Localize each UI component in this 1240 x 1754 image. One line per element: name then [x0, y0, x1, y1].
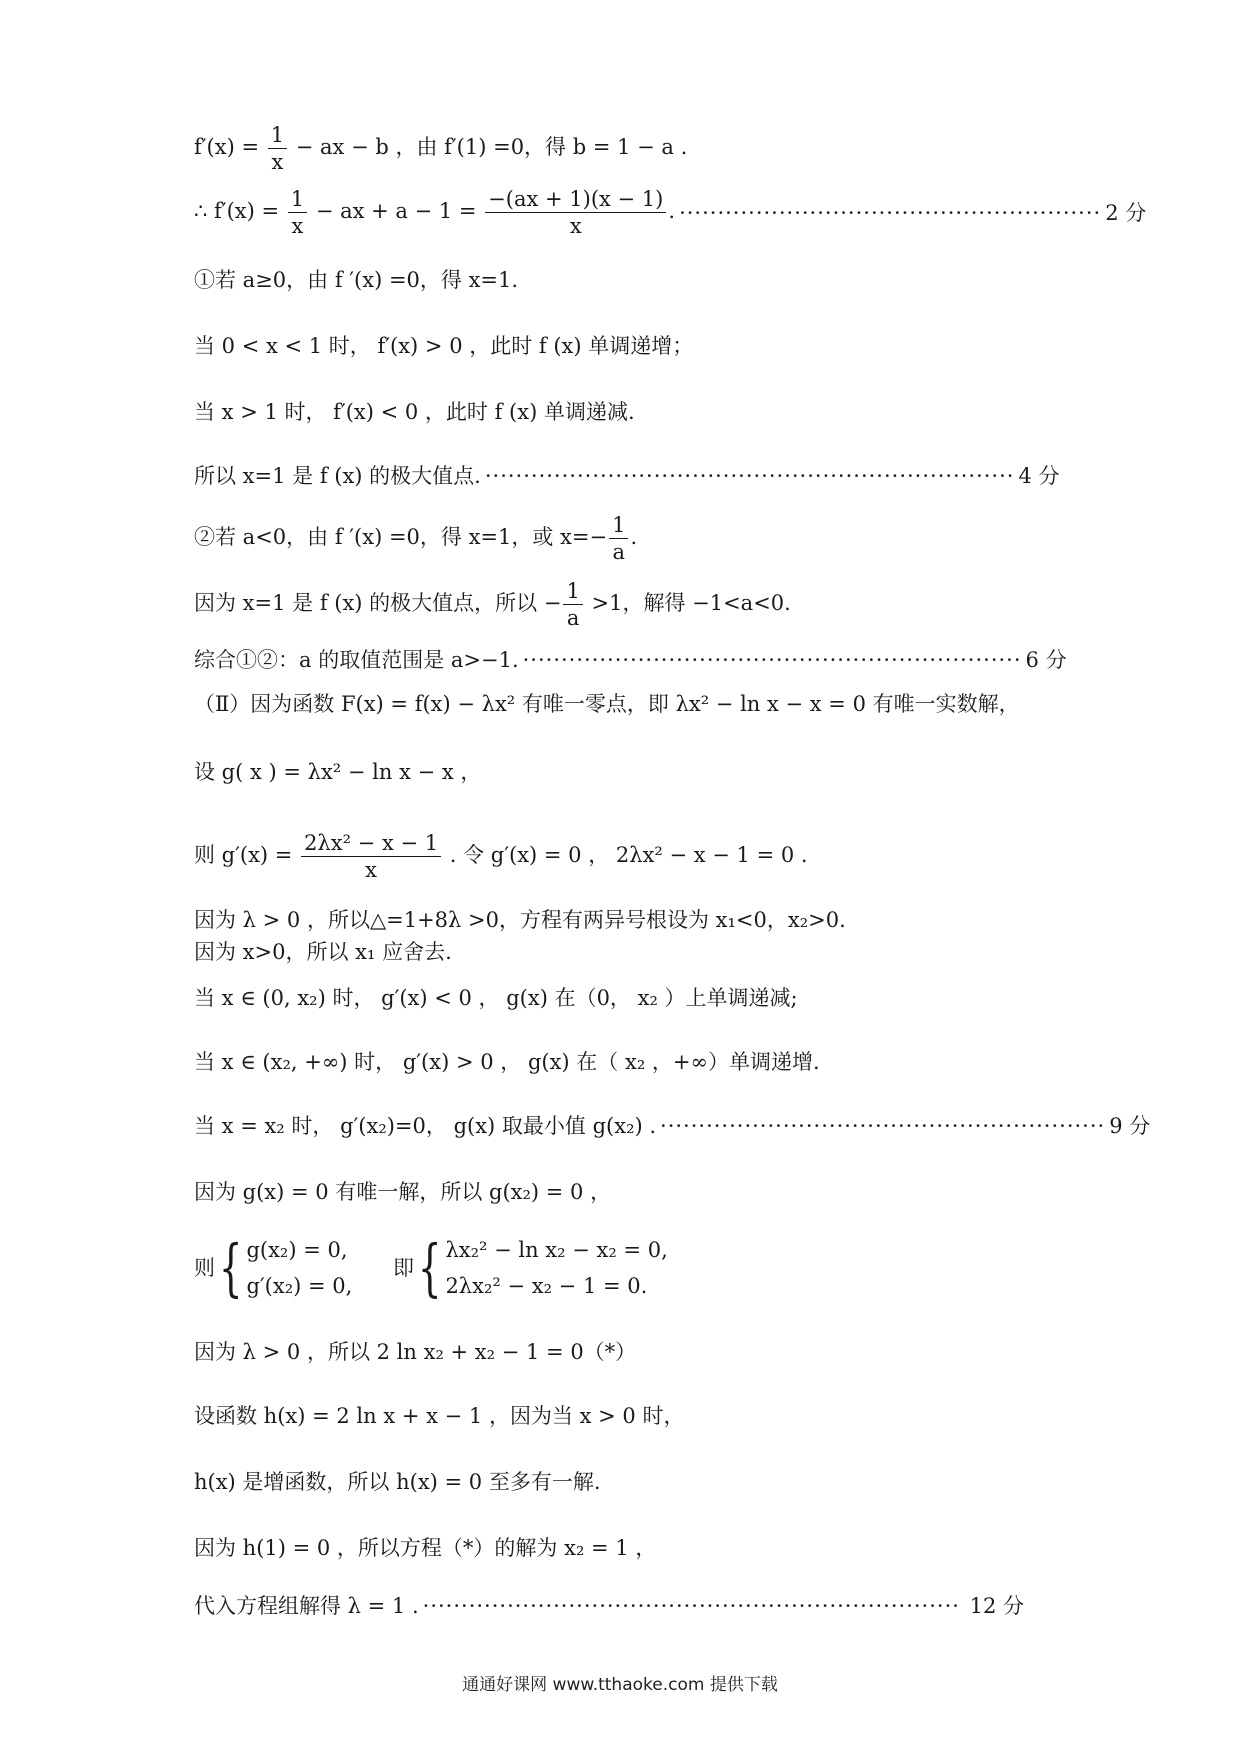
text: .	[630, 525, 638, 549]
fraction	[288, 186, 307, 239]
equation-system-line	[194, 1232, 1024, 1312]
system-row: 2λx₂² − x₂ − 1 = 0.	[445, 1274, 648, 1298]
text: 即	[392, 1256, 414, 1280]
text: 综合①②：a 的取值范围是 a>−1.	[194, 648, 519, 672]
system-2	[393, 1232, 668, 1304]
text-line-24	[194, 1592, 1024, 1620]
formula-line-7	[194, 512, 1024, 565]
system-rows	[445, 1232, 667, 1304]
leader-dots: ·······················································	[679, 200, 1102, 225]
text-line-10: （Ⅱ）因为函数 F(x) = f(x) − λx² 有唯一零点，即 λx² − ln x − x = 0 有唯一实数解，	[194, 692, 1020, 716]
fraction	[268, 122, 287, 175]
text: − ax − b ，由 f′(1) =0，得 b = 1 − a .	[289, 135, 688, 159]
leader-dots: ·································································	[522, 648, 1022, 672]
text-line-3: ①若 a≥0，由 f ′(x) =0，得 x=1.	[194, 268, 519, 292]
numerator: 1	[288, 186, 307, 213]
system-rows	[246, 1232, 352, 1304]
text: ②若 a<0，由 f ′(x) =0，得 x=1，或 x=−	[194, 525, 608, 549]
system-row: λx₂² − ln x₂ − x₂ = 0,	[445, 1238, 668, 1262]
score-label: 4 分	[1018, 464, 1060, 488]
fraction	[485, 186, 666, 239]
denominator: x	[365, 858, 377, 882]
text-line-21: 设函数 h(x) = 2 ln x + x − 1 ，因为当 x > 0 时，	[194, 1404, 685, 1428]
score-label: 2 分	[1105, 200, 1147, 225]
formula-line-12	[194, 830, 1024, 883]
text-line-16: 当 x ∈ (x₂, +∞) 时， g′(x) > 0 ， g(x) 在（ x₂ ，+∞）单调递增.	[194, 1050, 820, 1074]
denominator: x	[569, 214, 582, 238]
text: 代入方程组解得 λ = 1 .	[194, 1594, 419, 1618]
numerator: 1	[563, 578, 582, 605]
numerator: 1	[268, 122, 287, 149]
text-line-23: 因为 h(1) = 0 ，所以方程（*）的解为 x₂ = 1 ，	[194, 1536, 657, 1560]
text: 则	[194, 1256, 215, 1280]
text-group: ∴ f′(x) = $\frac{1}{x}$ − ax + a − 1 = $\frac{-(ax + 1)(x - 1)}{x}$ .	[194, 187, 676, 238]
text: − ax + a − 1 =	[309, 199, 484, 223]
text: ∴ f′(x) =	[194, 199, 286, 223]
text-line-6	[194, 462, 1060, 490]
score-label: 12 分	[969, 1594, 1024, 1618]
text-line-17	[194, 1112, 1151, 1140]
system-1	[194, 1232, 352, 1304]
system-row: g′(x₂) = 0,	[246, 1274, 353, 1298]
text: >1，解得 −1<a<0.	[584, 591, 791, 615]
leader-dots: ······································································	[422, 1594, 960, 1618]
fraction	[301, 830, 441, 883]
numerator: 1	[609, 512, 628, 539]
fraction	[609, 512, 628, 565]
formula-line-1	[194, 122, 1024, 175]
denominator: x	[291, 214, 304, 238]
text: 则 g′(x) =	[194, 843, 300, 867]
denominator: a	[566, 606, 580, 630]
score-label: 6 分	[1025, 648, 1067, 672]
text-line-20: 因为 λ > 0 ，所以 2 ln x₂ + x₂ − 1 = 0（*）	[194, 1340, 637, 1364]
text-line-18: 因为 g(x) = 0 有唯一解，所以 g(x₂) = 0 ，	[194, 1180, 612, 1204]
page-footer: 通通好课网 www.tthaoke.com 提供下载	[462, 1675, 778, 1695]
text: 因为 x=1 是 f (x) 的极大值点，所以 −	[194, 591, 562, 615]
fraction	[563, 578, 582, 631]
system-row: g(x₂) = 0,	[246, 1238, 348, 1262]
text-line-5: 当 x > 1 时， f′(x) < 0 ，此时 f (x) 单调递减.	[194, 400, 635, 424]
score-label: 9 分	[1109, 1114, 1151, 1138]
denominator: x	[271, 150, 284, 174]
text: f′(x) =	[194, 135, 266, 159]
text: . 令 g′(x) = 0 ， 2λx² − x − 1 = 0 .	[443, 843, 808, 867]
denominator: a	[612, 540, 626, 564]
formula-line-2	[194, 186, 1147, 239]
numerator: 2λx² − x − 1	[301, 830, 441, 857]
text: 所以 x=1 是 f (x) 的极大值点.	[194, 464, 481, 488]
text-line-14: 因为 x>0，所以 x₁ 应舍去.	[194, 940, 452, 964]
text-line-15: 当 x ∈ (0, x₂) 时， g′(x) < 0 ， g(x) 在（0， x₂ ）上单调递减;	[194, 986, 798, 1010]
text: 当 x = x₂ 时， g′(x₂)=0， g(x) 取最小值 g(x₂) .	[194, 1114, 657, 1138]
leader-dots: ·····································································	[484, 464, 1015, 488]
text-line-9	[194, 646, 1067, 674]
numerator: −(ax + 1)(x − 1)	[485, 186, 666, 213]
left-brace-icon: {	[417, 1231, 442, 1304]
text-line-22: h(x) 是增函数，所以 h(x) = 0 至多有一解.	[194, 1470, 601, 1494]
text-line-4: 当 0 < x < 1 时， f′(x) > 0 ，此时 f (x) 单调递增；	[194, 334, 694, 358]
text-line-13: 因为 λ > 0 ，所以△=1+8λ >0，方程有两异号根设为 x₁<0，x₂>0.	[194, 908, 846, 932]
left-brace-icon: {	[218, 1231, 243, 1304]
text-line-11: 设 g( x ) = λx² − ln x − x ，	[194, 760, 482, 784]
leader-dots: ··························································	[660, 1114, 1106, 1138]
formula-line-8	[194, 578, 1024, 631]
